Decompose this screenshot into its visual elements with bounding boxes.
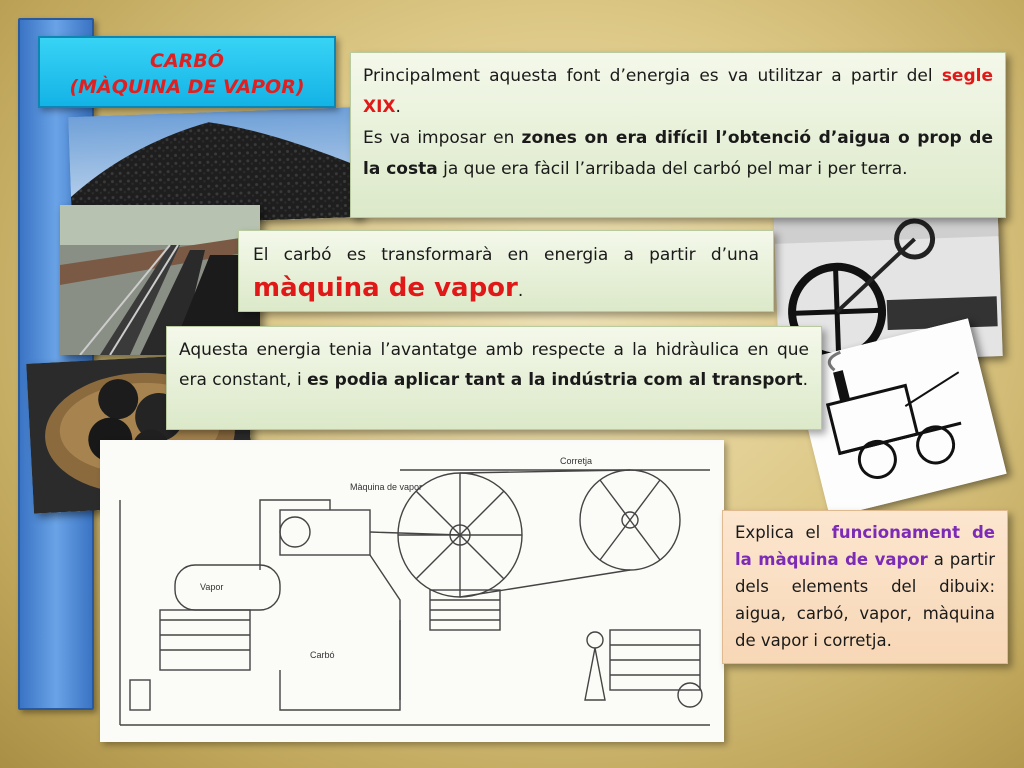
advantage-text-a: Aquesta energia tenia l’avantatge amb respecte a la hidràulica en que era constant, i bbox=[179, 340, 809, 390]
label-corretja: Corretja bbox=[560, 456, 593, 466]
history-text-2b: ja que era fàcil l’arribada del carbó pel mar i per terra. bbox=[437, 159, 908, 179]
label-carbo: Carbó bbox=[310, 650, 335, 660]
history-bold-zones: zones on era difícil l’obtenció d’aigua o prop de la costa bbox=[363, 128, 993, 179]
textbox-advantage bbox=[166, 326, 822, 430]
textbox-transform bbox=[238, 230, 774, 312]
title-line-2: (MÀQUINA DE VAPOR) bbox=[69, 76, 305, 98]
label-maquina-vapor: Màquina de vapor bbox=[350, 482, 423, 492]
history-highlight-century: segle XIX bbox=[363, 66, 993, 117]
exercise-highlight: funcionament de la màquina de vapor bbox=[735, 523, 995, 569]
title-line-1: CARBÓ bbox=[150, 50, 224, 72]
label-vapor: Vapor bbox=[200, 582, 224, 592]
transform-text-a: El carbó es transformarà en energia a partir d’una bbox=[253, 245, 759, 265]
transform-text-b: . bbox=[517, 281, 524, 301]
steam-engine-diagram bbox=[100, 440, 724, 742]
textbox-exercise bbox=[722, 510, 1008, 664]
history-text-1a: Principalment aquesta font d’energia es va utilitzar a partir del bbox=[363, 66, 942, 86]
advantage-text-b: . bbox=[802, 370, 809, 390]
exercise-text-b: a partir dels elements del dibuix: aigua, carbó, vapor, màquina de vapor i corretja. bbox=[735, 550, 995, 650]
history-text-2a: Es va imposar en bbox=[363, 128, 522, 148]
slide-title bbox=[38, 36, 336, 108]
exercise-text-a: Explica el bbox=[735, 523, 832, 542]
advantage-bold: es podia aplicar tant a la indústria com al transport bbox=[307, 370, 803, 390]
textbox-history bbox=[350, 52, 1006, 218]
transform-highlight: màquina de vapor bbox=[253, 273, 518, 303]
history-text-1b: . bbox=[395, 97, 401, 117]
